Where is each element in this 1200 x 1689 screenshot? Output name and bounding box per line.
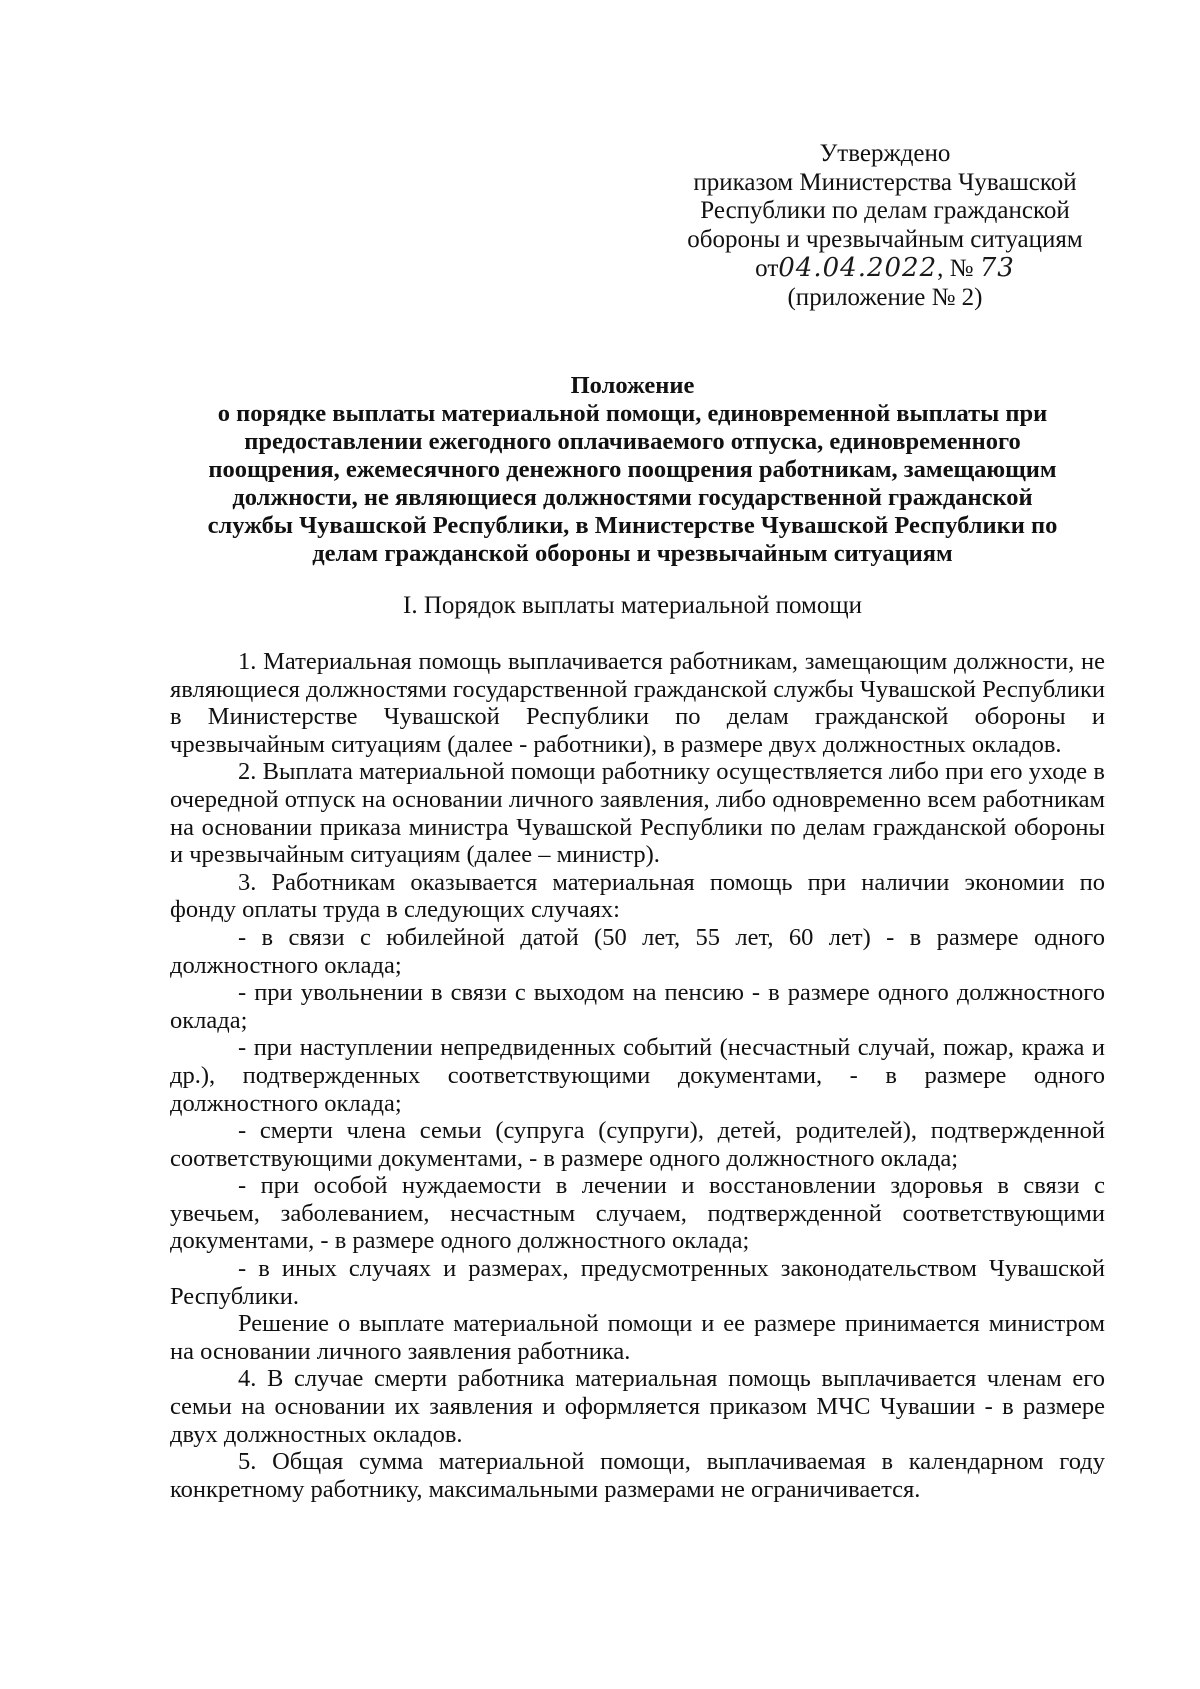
title-line: должности, не являющиеся должностями государственной гражданской xyxy=(232,484,1033,511)
paragraph: 3. Работникам оказывается материальная помощь при наличии экономии по фонду оплаты труда в следующих случаях: xyxy=(170,868,1105,924)
date-prefix: от xyxy=(755,255,779,282)
approval-stamp-block xyxy=(655,140,1115,312)
list-item: - в иных случаях и размерах, предусмотренных законодательством Чувашской Республики. xyxy=(170,1255,1105,1310)
title-line: о порядке выплаты материальной помощи, единовременной выплаты при xyxy=(217,400,1048,427)
list-item: - при особой нуждаемости в лечении и восстановлении здоровья в связи с увечьем, заболеванием, несчастным случаем, подтвержденной соответствующими документами, - в размере одного должностного оклада; xyxy=(170,1172,1105,1255)
approval-line: обороны и чрезвычайным ситуациям xyxy=(687,225,1083,253)
title-line: Положение xyxy=(570,372,695,399)
list-item: - при наступлении непредвиденных событий (несчастный случай, пожар, кража и др.), подтвержденных соответствующими документами, - в размере одного должностного оклада; xyxy=(170,1034,1105,1117)
title-line: предоставлении ежегодного оплачиваемого отпуска, единовременного xyxy=(244,428,1021,455)
appendix-label: (приложение № 2) xyxy=(787,283,983,311)
paragraph: 5. Общая сумма материальной помощи, выплачиваемая в календарном году конкретному работнику, максимальными размерами не ограничивается. xyxy=(170,1448,1105,1503)
approval-line: приказом Министерства Чувашской xyxy=(693,168,1077,196)
section-heading: I. Порядок выплаты материальной помощи xyxy=(403,592,862,619)
approval-line: Утверждено xyxy=(819,140,951,167)
document-title xyxy=(160,372,1105,568)
number-prefix: , № xyxy=(937,255,974,282)
paragraph: Решение о выплате материальной помощи и ее размере принимается министром на основании личного заявления работника. xyxy=(170,1310,1105,1365)
title-line: поощрения, ежемесячного денежного поощрения работникам, замещающим xyxy=(208,456,1057,483)
list-item: - смерти члена семьи (супруга (супруги), детей, родителей), подтвержденной соответствующими документами, - в размере одного должностного оклада; xyxy=(170,1117,1105,1172)
approval-date-line xyxy=(655,254,1115,284)
paragraph: 2. Выплата материальной помощи работнику осуществляется либо при его уходе в очередной отпуск на основании личного заявления, либо одновременно всем работникам на основании приказа министра Чувашской Республики по делам гражданской обороны и чрезвычайным ситуациям (далее – министр). xyxy=(170,758,1105,869)
list-item: - при увольнении в связи с выходом на пенсию - в размере одного должностного оклада; xyxy=(170,979,1105,1034)
paragraph: 4. В случае смерти работника материальная помощь выплачивается членам его семьи на основании их заявления и оформляется приказом МЧС Чувашии - в размере двух должностных окладов. xyxy=(170,1365,1105,1448)
section-body xyxy=(170,648,1105,1503)
approval-line: Республики по делам гражданской xyxy=(700,197,1070,224)
title-line: службы Чувашской Республики, в Министерстве Чувашской Республики по xyxy=(207,512,1058,539)
paragraph: 1. Материальная помощь выплачивается работникам, замещающим должности, не являющиеся должностями государственной гражданской службы Чувашской Республики в Министерстве Чувашской Республики по делам гражданской обороны и чрезвычайным ситуациям (далее - работники), в размере двух должностных окладов. xyxy=(170,648,1105,758)
title-line: делам гражданской обороны и чрезвычайным ситуациям xyxy=(312,540,953,567)
handwritten-order-number: 73 xyxy=(979,253,1015,283)
handwritten-date: 04.04.2022 xyxy=(778,253,938,283)
list-item: - в связи с юбилейной датой (50 лет, 55 лет, 60 лет) - в размере одного должностного оклада; xyxy=(170,923,1105,979)
